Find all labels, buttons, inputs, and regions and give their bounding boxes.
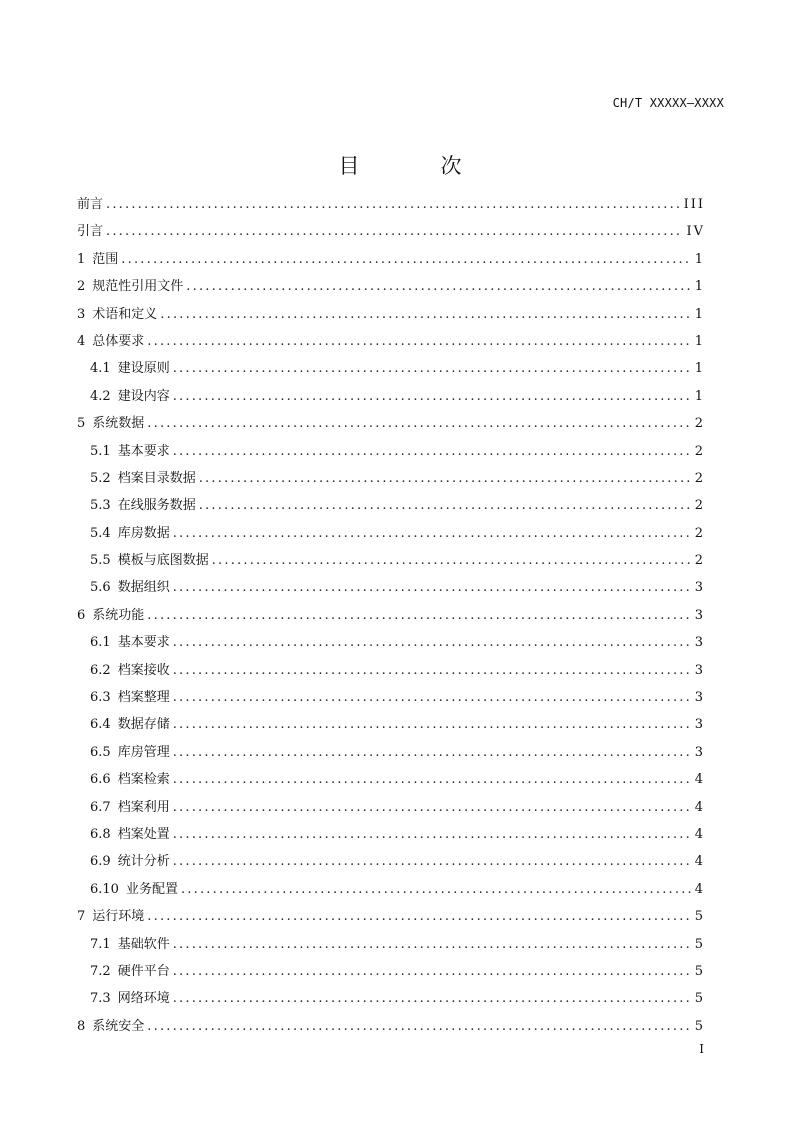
toc-entry-page: 1 [694,279,705,295]
toc-entry[interactable] [77,275,705,302]
toc-entry[interactable] [77,878,705,905]
toc-leader-dots [106,222,683,242]
toc-entry[interactable] [77,412,705,439]
toc-entry-number: 7 [77,909,86,925]
toc-entry-page: 3 [694,744,705,760]
toc-entry-label: 库房管理 [117,744,170,760]
toc-entry-page: 1 [694,388,705,404]
page-number: I [699,1042,704,1056]
toc-entry-label: 数据存储 [117,717,170,733]
toc-leader-dots [173,935,692,955]
toc-entry-label: 基本要求 [117,635,170,651]
toc-entry-label: 库房数据 [117,525,170,541]
toc-entry-page: 3 [694,607,705,623]
toc-entry[interactable] [77,659,705,686]
toc-leader-dots [173,524,692,544]
toc-entry[interactable] [77,713,705,740]
toc-leader-dots [147,606,691,626]
toc-entry[interactable] [77,467,705,494]
toc-leader-dots [173,661,692,681]
toc-entry-label: 运行环境 [92,909,145,925]
toc-leader-dots [173,633,692,653]
toc-entry-page: 2 [694,498,705,514]
toc-entry-label: 术语和定义 [92,306,158,322]
toc-entry-number: 6.2 [90,662,111,678]
toc-entry-page: 5 [694,991,705,1007]
toc-entry[interactable] [77,741,705,768]
toc-entry-page: 2 [694,443,705,459]
toc-leader-dots [173,852,692,872]
toc-entry[interactable] [77,960,705,987]
toc-leader-dots [121,250,691,270]
toc-entry-page: 4 [694,799,705,815]
toc-entry-page: 4 [694,881,705,897]
toc-entry-number: 5.3 [90,498,111,514]
toc-entry-page: 1 [694,251,705,267]
toc-entry[interactable] [77,248,705,275]
toc-entry-label: 系统安全 [92,1018,145,1034]
toc-leader-dots [173,798,692,818]
toc-entry-number: 6.8 [90,826,111,842]
toc-entry-label: 建设原则 [117,361,170,377]
toc-leader-dots [147,332,691,352]
toc-entry-number: 5 [77,416,86,432]
toc-leader-dots [173,688,692,708]
toc-entry[interactable] [77,987,705,1014]
toc-entry-label: 档案处置 [117,826,170,842]
toc-entry-page: 1 [694,333,705,349]
toc-leader-dots [173,442,692,462]
toc-leader-dots [173,770,692,790]
toc-entry-page: 5 [694,936,705,952]
toc-entry-number: 7.1 [90,936,111,952]
toc-entry-number: 5.1 [90,443,111,459]
toc-entry-number: 6.3 [90,690,111,706]
toc-entry[interactable] [77,440,705,467]
toc-leader-dots [106,195,681,215]
toc-entry-page: IV [686,224,705,240]
toc-entry-page: 2 [694,416,705,432]
toc-entry-number: 5.6 [90,580,111,596]
toc-entry[interactable] [77,330,705,357]
toc-entry-page: 2 [694,470,705,486]
toc-entry-page: 4 [694,826,705,842]
toc-entry-page: 5 [694,909,705,925]
toc-entry-label: 系统功能 [92,607,145,623]
toc-entry-number: 1 [77,251,86,267]
toc-entry-number: 6.4 [90,717,111,733]
toc-entry-number: 5.2 [90,470,111,486]
toc-leader-dots [186,277,691,297]
toc-entry-number: 5.4 [90,525,111,541]
toc-entry-label: 数据组织 [117,580,170,596]
toc-entry[interactable] [77,1015,705,1042]
toc-leader-dots [147,414,691,434]
toc-entry-label: 模板与底图数据 [117,553,209,569]
toc-entry-number: 7.2 [90,963,111,979]
toc-entry-label: 系统数据 [92,416,145,432]
toc-entry-number: 2 [77,279,86,295]
toc-entry[interactable] [77,549,705,576]
toc-entry[interactable] [77,850,705,877]
toc-entry-page: 1 [694,306,705,322]
toc-entry[interactable] [77,686,705,713]
toc-leader-dots [147,907,691,927]
toc-entry-page: 3 [694,635,705,651]
toc-entry-page: 1 [694,361,705,377]
toc-entry[interactable] [77,604,705,631]
toc-entry[interactable] [77,933,705,960]
toc-entry-page: 2 [694,553,705,569]
toc-leader-dots [199,469,692,489]
table-of-contents [77,193,705,1042]
toc-entry-number: 4.1 [90,361,111,377]
toc-leader-dots [199,496,692,516]
toc-entry-label: 范围 [92,251,119,267]
toc-entry-page: 4 [694,772,705,788]
toc-entry[interactable] [77,494,705,521]
toc-entry[interactable] [77,385,705,412]
toc-entry-label: 档案接收 [117,662,170,678]
standard-code: CH/T XXXXX—XXXX [612,96,724,110]
toc-entry[interactable] [77,631,705,658]
toc-entry-number: 5.5 [90,553,111,569]
toc-leader-dots [173,825,692,845]
toc-entry[interactable] [77,220,705,247]
toc-entry-page: 3 [694,690,705,706]
toc-entry-label: 网络环境 [117,991,170,1007]
toc-entry-number: 3 [77,306,86,322]
toc-leader-dots [173,387,692,407]
toc-leader-dots [160,305,691,325]
toc-entry-label: 硬件平台 [117,963,170,979]
toc-entry-label: 引言 [77,224,104,240]
toc-entry-number: 6.5 [90,744,111,760]
toc-entry-label: 档案整理 [117,690,170,706]
toc-entry-page: 5 [694,963,705,979]
toc-entry[interactable] [77,905,705,932]
toc-entry-label: 档案目录数据 [117,470,196,486]
toc-entry[interactable] [77,576,705,603]
toc-entry-label: 建设内容 [117,388,170,404]
toc-leader-dots [173,743,692,763]
toc-leader-dots [147,1017,691,1037]
toc-entry-number: 6.6 [90,772,111,788]
page-title: 目 次 [338,154,492,178]
toc-entry[interactable] [77,193,705,220]
toc-entry-label: 档案利用 [117,799,170,815]
toc-entry-page: 3 [694,662,705,678]
toc-entry[interactable] [77,796,705,823]
toc-entry-number: 6.9 [90,854,111,870]
toc-entry-number: 6.10 [90,881,119,897]
toc-entry[interactable] [77,522,705,549]
toc-entry-label: 前言 [77,197,104,212]
toc-entry-label: 规范性引用文件 [92,279,184,295]
toc-entry-label: 档案检索 [117,772,170,788]
toc-entry-page: 5 [694,1018,705,1034]
toc-leader-dots [181,880,692,900]
toc-entry[interactable] [77,357,705,384]
toc-entry-label: 统计分析 [117,854,170,870]
toc-entry[interactable] [77,823,705,850]
toc-entry-number: 4.2 [90,388,111,404]
toc-entry-label: 业务配置 [125,881,178,897]
toc-entry-label: 基本要求 [117,443,170,459]
toc-leader-dots [173,578,692,598]
toc-entry-number: 8 [77,1018,86,1034]
toc-entry-label: 基础软件 [117,936,170,952]
toc-entry-page: 4 [694,854,705,870]
toc-entry-label: 总体要求 [92,333,145,349]
toc-entry-number: 7.3 [90,991,111,1007]
toc-entry-label: 在线服务数据 [117,498,196,514]
toc-entry[interactable] [77,768,705,795]
toc-leader-dots [173,962,692,982]
toc-entry-number: 4 [77,333,86,349]
toc-entry-number: 6.1 [90,635,111,651]
toc-entry-page: 2 [694,525,705,541]
toc-entry[interactable] [77,303,705,330]
toc-leader-dots [173,359,692,379]
toc-leader-dots [212,551,692,571]
toc-leader-dots [173,989,692,1009]
toc-leader-dots [173,715,692,735]
toc-entry-page: 3 [694,580,705,596]
toc-entry-number: 6.7 [90,799,111,815]
toc-entry-page: 3 [694,717,705,733]
toc-entry-page: III [683,197,705,212]
toc-entry-number: 6 [77,607,86,623]
